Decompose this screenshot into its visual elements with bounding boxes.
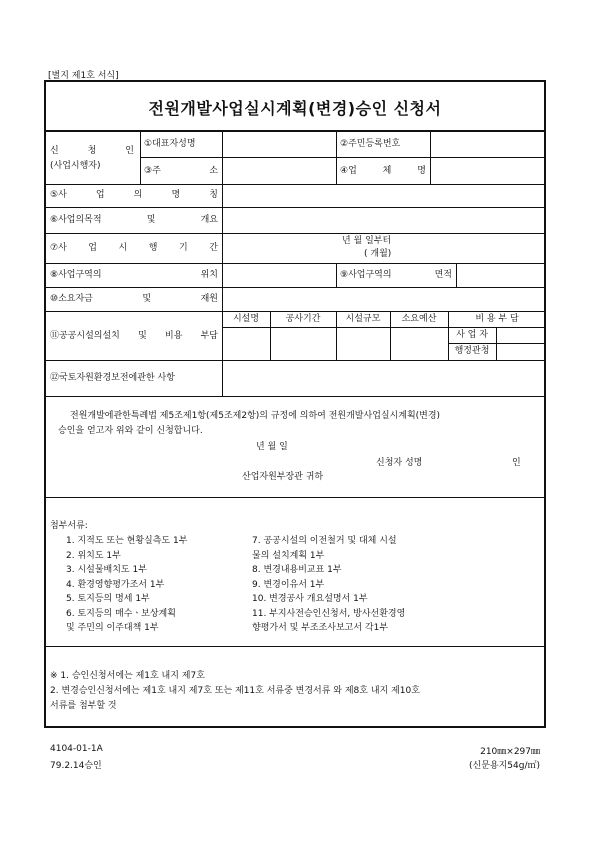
applicant-label: 신 청 인 — [50, 146, 134, 156]
note-line: 2. 변경승인신청서에는 제1호 내지 제7호 또는 제11호 서류중 변경서류 와 제8호 내지 제10호 — [50, 686, 420, 696]
list-item: 5. 토지등의 명세 1부 — [66, 594, 150, 604]
attachments-heading: 첨부서류: — [50, 521, 88, 531]
project-name-label: ⑤사 업 의 명 칭 — [50, 190, 218, 200]
note-line: ※ 1. 승인신청서에는 제1호 내지 제7호 — [50, 671, 205, 681]
area-label: ⑨사업구역의 면적 — [340, 270, 452, 280]
title-divider — [44, 130, 546, 132]
period-label: ⑦사 업 시 행 기 간 — [50, 243, 218, 253]
seal-mark: 인 — [512, 458, 521, 468]
declaration-date: 년 월 일 — [256, 442, 288, 452]
public-header-name: 시설명 — [232, 314, 260, 324]
row-divider — [44, 184, 546, 185]
rep-name-label: ①대표자성명 — [144, 139, 196, 149]
column-divider — [496, 327, 497, 360]
list-item: 9. 변경이유서 1부 — [252, 579, 325, 590]
list-item: 물의 설치계획 1부 — [252, 550, 325, 561]
list-item: 2. 위치도 1부 — [66, 550, 121, 561]
row-divider — [44, 263, 546, 264]
column-divider — [456, 263, 457, 287]
list-item: 향평가서 및 부조조사보고서 각1부 — [252, 623, 389, 633]
row-divider — [44, 646, 546, 647]
resident-no-label: ②주민등록번호 — [340, 139, 401, 149]
burden-government: 행정관청 — [454, 346, 490, 356]
public-header-burden: 비 용 부 담 — [475, 314, 519, 324]
list-item: 10. 변경공사 개요설명서 1부 — [252, 594, 368, 604]
form-code: 4104-01-1A — [50, 744, 103, 754]
form-label: [별지 제1호 서식] — [48, 71, 119, 81]
addressee: 산업자원부장관 귀하 — [242, 472, 324, 482]
period-start: 년 월 일부터 — [342, 236, 392, 246]
column-divider — [336, 130, 337, 184]
list-item: 11. 부지사전승인신청서, 방사선환경영 — [252, 608, 406, 619]
business-name-label: ④업 체 명 — [340, 166, 426, 176]
attachments-right-list — [252, 534, 405, 636]
public-facility-label: ⑪공공시설의설치 및 비용 부담 — [50, 331, 218, 341]
note-line: 서류를 첨부할 것 — [50, 701, 117, 711]
row-divider — [44, 233, 546, 234]
purpose-label: ⑥사업의목적 및 개요 — [50, 215, 218, 225]
declaration-text-cont: 승인을 얻고자 위와 같이 신청합니다. — [58, 426, 203, 436]
public-header-scale: 시설규모 — [345, 314, 381, 324]
funds-label: ⑩소요자금 및 재원 — [50, 294, 218, 304]
list-item: 3. 시설물배치도 1부 — [66, 565, 147, 575]
paper-size: 210㎜×297㎜ — [480, 747, 540, 757]
row-divider — [44, 396, 546, 397]
signer-name-label: 신청자 성명 — [376, 458, 423, 468]
address-label: ③주 소 — [144, 166, 218, 176]
public-header-budget: 소요예산 — [401, 314, 437, 324]
column-divider — [140, 130, 141, 184]
list-item: 6. 토지등의 매수ㆍ보상계획 — [66, 608, 176, 619]
row-divider — [44, 287, 546, 288]
column-divider — [430, 130, 431, 184]
page-title: 전원개발사업실시계획(변경)승인 신청서 — [148, 99, 442, 118]
period-months: ( 개월) — [364, 249, 392, 259]
location-label: ⑧사업구역의 위치 — [50, 270, 218, 280]
applicant-divider — [140, 157, 546, 158]
list-item: 및 주민의 이주대책 1부 — [66, 623, 159, 633]
env-label: ⑫국토자원환경보전에관한 사항 — [50, 373, 175, 383]
public-header-period: 공사기간 — [285, 314, 321, 324]
column-divider — [336, 263, 337, 287]
attachments-left-list — [66, 534, 187, 636]
column-divider — [222, 130, 223, 396]
applicant-sublabel: (사업시행자) — [50, 161, 101, 171]
row-divider — [44, 311, 546, 312]
row-divider — [44, 360, 546, 361]
list-item: 7. 공공시설의 이전철거 및 대체 시설 — [252, 536, 397, 546]
burden-operator: 사 업 자 — [456, 330, 488, 340]
paper-type: (신문용지54g/㎡) — [469, 761, 540, 771]
declaration-text: 전원개발에관한특례법 제5조제1항(제5조제2항)의 규정에 의하여 전원개발사업실시계획(변경) — [70, 411, 441, 421]
list-item: 1. 지적도 또는 현황실측도 1부 — [66, 536, 188, 546]
list-item: 4. 환경영향평가조서 1부 — [66, 579, 165, 590]
list-item: 8. 변경내용비교표 1부 — [252, 565, 342, 575]
approval-date: 79.2.14승인 — [50, 761, 102, 771]
row-divider — [44, 497, 546, 498]
burden-divider — [448, 343, 546, 344]
row-divider — [44, 207, 546, 208]
